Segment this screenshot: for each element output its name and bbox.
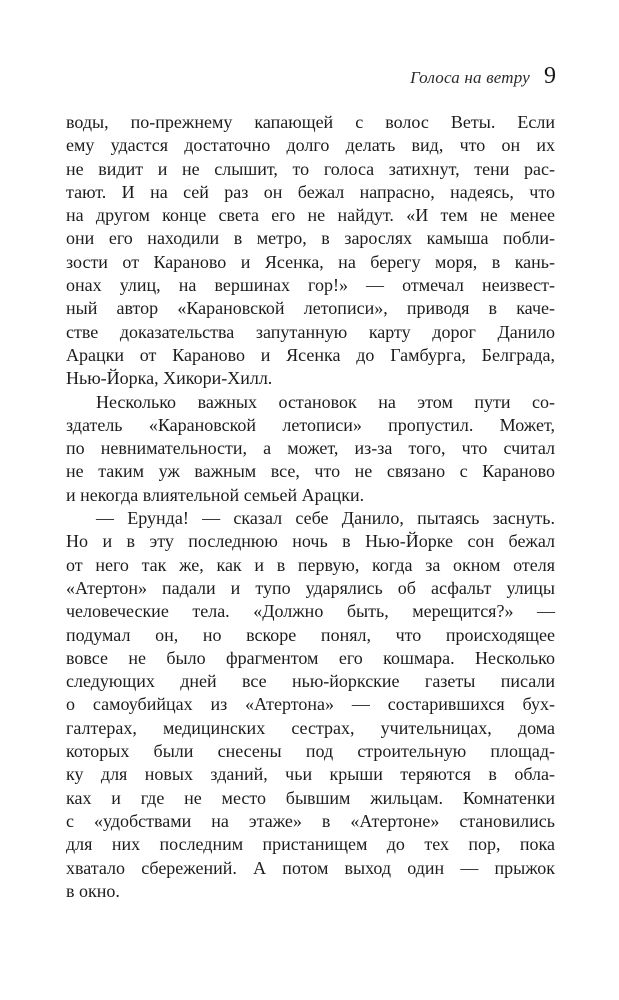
- text-line: человеческие тела. «Должно быть, мерещится?» —: [66, 601, 555, 622]
- text-line: «Атертон» падали и тупо ударялись об асфальт улицы: [66, 577, 555, 598]
- running-header: [66, 63, 556, 90]
- text-line: ему удастся достаточно долго делать вид, что он их: [66, 135, 555, 156]
- text-line: ках и где не место бывшим жильцам. Комнатенки: [66, 787, 555, 808]
- text-line: следующих дней все нью-йоркские газеты писали: [66, 671, 555, 692]
- text-line: для них последним пристанищем до тех пор, пока: [66, 834, 555, 855]
- running-title: Голоса на ветру: [410, 68, 530, 87]
- text-line: с «удобствами на этаже» в «Атертоне» становились: [66, 810, 555, 831]
- text-line: ный автор «Карановской летописи», приводя в каче-: [66, 298, 555, 319]
- text-line: по невнимательности, а может, из-за того, что считал: [66, 438, 555, 459]
- text-line: онах улиц, на вершинах гор!» — отмечал неизвест-: [66, 275, 555, 296]
- text-line: стве доказательства запутанную карту дорог Данило: [66, 321, 555, 342]
- text-line: Но и в эту последнюю ночь в Нью-Йорке сон бежал: [66, 531, 555, 552]
- text-line: — Ерунда! — сказал себе Данило, пытаясь заснуть.: [96, 508, 555, 529]
- text-line: на другом конце света его не найдут. «И тем не менее: [66, 205, 555, 226]
- text-line: тают. И на сей раз он бежал напрасно, надеясь, что: [66, 181, 555, 202]
- text-line: Несколько важных остановок на этом пути со-: [96, 391, 555, 412]
- text-line: хватало сбережений. А потом выход один — прыжок: [66, 857, 555, 878]
- text-line: вовсе не было фрагментом его кошмара. Несколько: [66, 647, 555, 668]
- text-line: зости от Караново и Ясенка, на берегу моря, в кань-: [66, 251, 555, 272]
- text-line: воды, по-прежнему капающей с волос Веты. Если: [66, 112, 555, 132]
- text-line: не таким уж важным все, что не связано с Караново: [66, 461, 555, 482]
- text-line: от него так же, как и в первую, когда за окном отеля: [66, 554, 555, 575]
- text-line: и некогда влиятельной семьей Арацки.: [66, 484, 365, 505]
- text-line: в окно.: [66, 880, 120, 901]
- text-line: Арацки от Караново и Ясенка до Гамбурга, Белграда,: [66, 344, 555, 365]
- page-number: 9: [544, 63, 556, 89]
- text-block: [66, 111, 555, 903]
- text-line: подумал он, но вскоре понял, что происходящее: [66, 624, 555, 645]
- text-line: они его находили в метро, в зарослях камыша побли-: [66, 228, 555, 249]
- text-line: здатель «Карановской летописи» пропустил. Может,: [66, 414, 555, 435]
- text-line: ку для новых зданий, чьи крыши теряются в обла-: [66, 764, 555, 785]
- text-line: которых были снесены под строительную площад-: [66, 741, 555, 762]
- text-line: галтерах, медицинских сестрах, учительницах, дома: [66, 717, 555, 738]
- text-line: о самоубийцах из «Атертона» — состарившихся бух-: [66, 694, 555, 715]
- text-line: не видит и не слышит, то голоса затихнут, тени рас-: [66, 158, 555, 179]
- text-line: Нью-Йорка, Хикори-Хилл.: [66, 368, 273, 389]
